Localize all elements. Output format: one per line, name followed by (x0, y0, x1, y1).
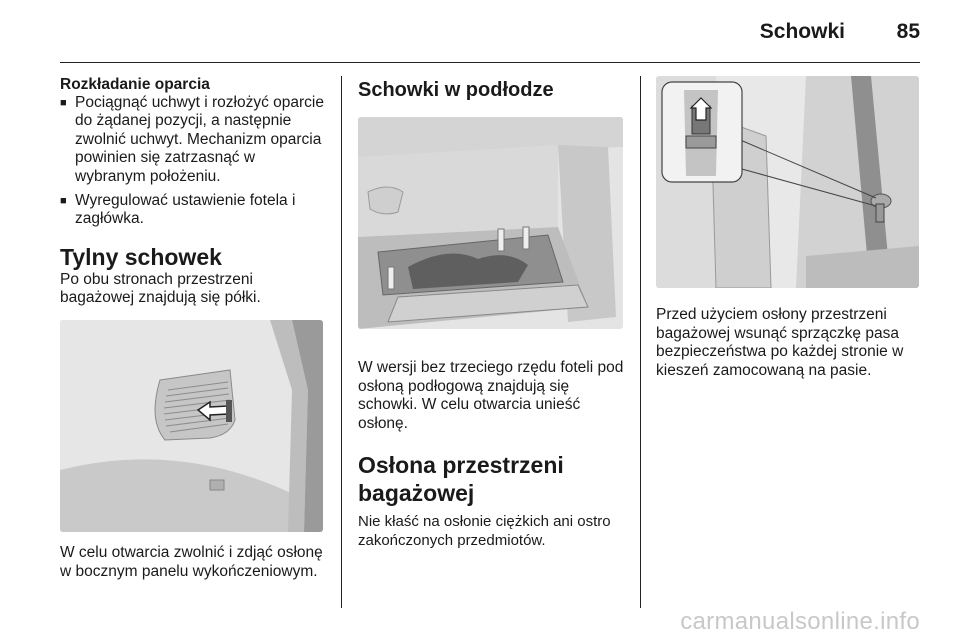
heading-cargo-cover: Osłona przestrzeni bagażowej (358, 452, 564, 507)
section-title: Schowki (759, 20, 845, 43)
subheading-backrest: Rozkładanie oparcia (60, 76, 210, 93)
page-header (60, 0, 920, 63)
heading-floor-storage: Schowki w podłodze (358, 79, 554, 101)
column-1 (60, 76, 325, 581)
figure-caption: Przed użyciem osłony przestrzeni bagażowej wsunąć sprzączkę pasa bezpieczeństwa po każdej stronie w kieszeń zamocowaną na pasie. (656, 306, 904, 379)
page-number: 85 (896, 20, 920, 43)
figure-caption: W wersji bez trzeciego rzędu foteli pod osłoną podłogową znajdują się schowki. W celu otwarcia unieść osłonę. (358, 359, 624, 432)
column-divider (341, 76, 342, 608)
column-2 (358, 76, 626, 551)
bullet-list (60, 94, 325, 229)
bullet-item: ■ Wyregulować ustawienie fotela i zagłówka. (60, 192, 325, 229)
heading-rear-storage: Tylny schowek (60, 243, 222, 270)
figure-floor-compartment (358, 117, 623, 329)
warning-text: Nie kłaść na osłonie ciężkich ani ostro zakończonych przedmiotów. (358, 513, 611, 549)
figure-side-panel (60, 320, 323, 532)
figure-seatbelt-buckle (656, 76, 919, 288)
intro-text: Po obu stronach przestrzeni bagażowej znajdują się półki. (60, 270, 261, 307)
column-divider (640, 76, 641, 608)
column-3 (656, 76, 921, 380)
bullet-item: ■ Pociągnąć uchwyt i rozłożyć oparcie do żądanej pozycji, a następnie zwolnić uchwyt. Mechanizm oparcia powinien się zatrzasnąć w wybranym położeniu. (60, 94, 325, 186)
watermark: carmanualsonline.info (680, 608, 920, 635)
figure-caption: W celu otwarcia zwolnić i zdjąć osłonę w bocznym panelu wykończeniowym. (60, 544, 323, 580)
